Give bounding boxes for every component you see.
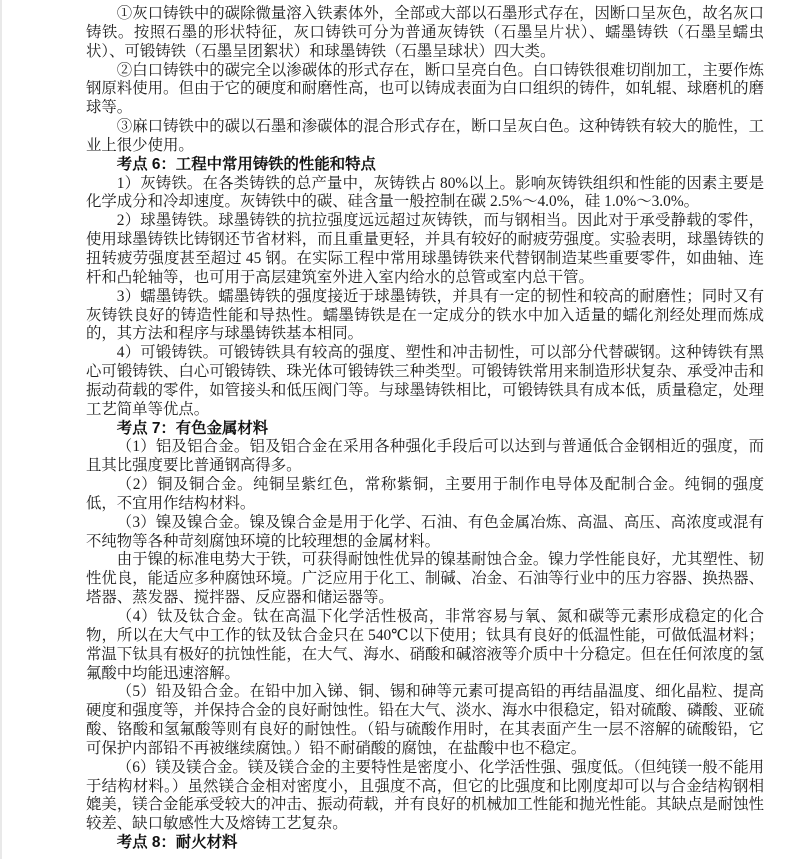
paragraph-lead-alloy: （5）铅及铅合金。在铅中加入锑、铜、锡和砷等元素可提高铅的再结晶温度、细化晶粒、提高硬度和强度等，并保持合金的良好耐蚀性。铅在大气、淡水、海水中很稳定，铅对硫酸、磷酸、亚硫酸、铬酸和氢氟酸等则有良好的耐蚀性。（铅与硫酸作用时，在其表面产生一层不溶解的硫酸铅，它可保护内部铅不再被继续腐蚀。）铅不耐硝酸的腐蚀，在盐酸中也不稳定。 xyxy=(86,683,764,757)
paragraph-aluminum-alloy: （1）铝及铝合金。铝及铝合金在采用各种强化手段后可以达到与普通低合金钢相近的强度，而且其比强度要比普通钢高得多。 xyxy=(86,438,764,475)
paragraph-magnesium-alloy: （6）镁及镁合金。镁及镁合金的主要特性是密度小、化学活性强、强度低。（但纯镁一般不能用于结构材料。）虽然镁合金相对密度小，且强度不高，但它的比强度和比刚度却可以与合金结构钢相媲美，镁合金能承受较大的冲击、振动荷载，并有良好的机械加工性能和抛光性能。其缺点是耐蚀性较差、缺口敏感性大及熔铸工艺复杂。 xyxy=(86,758,764,833)
heading-kaodian-7: 考点 7：有色金属材料 xyxy=(116,419,269,437)
heading-kaodian-8: 考点 8：耐火材料 xyxy=(116,834,238,852)
paragraph-white-cast-iron: ②白口铸铁中的碳完全以渗碳体的形式存在，断口呈亮白色。白口铸铁很难切削加工，主要作炼钢原料使用。但由于它的硬度和耐磨性高，也可以铸成表面为白口组织的铸件，如轧辊、球磨机的磨球等。 xyxy=(86,61,764,117)
paragraph-copper-alloy: （2）铜及铜合金。纯铜呈紫红色，常称紫铜，主要用于制作电导体及配制合金。纯铜的强度低，不宜用作结构材料。 xyxy=(86,476,764,512)
paragraph-vermicular-iron: 3）蠕墨铸铁。蠕墨铸铁的强度接近于球墨铸铁，并具有一定的韧性和较高的耐磨性；同时又有灰铸铁良好的铸造性能和导热性。蠕墨铸铁是在一定成分的铁水中加入适量的蠕化剂经处理而炼成的，其方法和程序与球墨铸铁基本相同。 xyxy=(86,287,764,343)
paragraph-gray-iron-properties: 1）灰铸铁。在各类铸铁的总产量中，灰铸铁占 80%以上。影响灰铸铁组织和性能的因素主要是化学成分和冷却速度。灰铸铁中的碳、硅含量一般控制在碳 2.5%～4.0%，硅 1.0%～3.0%。 xyxy=(86,174,764,211)
paragraph-nickel-corrosion: 由于镍的标准电势大于铁，可获得耐蚀性优异的镍基耐蚀合金。镍力学性能良好，尤其塑性、韧性优良，能适应多种腐蚀环境。广泛应用于化工、制碱、冶金、石油等行业中的压力容器、换热器、塔器、蒸发器、搅拌器、反应器和储运器等。 xyxy=(86,551,764,607)
paragraph-malleable-iron: 4）可锻铸铁。可锻铸铁具有较高的强度、塑性和冲击韧性，可以部分代替碳钢。这种铸铁有黑心可锻铸铁、白心可锻铸铁、珠光体可锻铸铁三种类型。可锻铸铁常用来制造形状复杂、承受冲击和振动荷载的零件，如管接头和低压阀门等。与球墨铸铁相比，可锻铸铁具有成本低，质量稳定，处理工艺简单等优点。 xyxy=(86,344,764,418)
paragraph-nickel-alloy: （3）镍及镍合金。镍及镍合金是用于化学、石油、有色金属冶炼、高温、高压、高浓度或混有不纯物等各种苛刻腐蚀环境的比较理想的金属材料。 xyxy=(86,513,764,550)
paragraph-gray-cast-iron: ①灰口铸铁中的碳除微量溶入铁素体外，全部或大部以石墨形式存在，因断口呈灰色，故名灰口铸铁。按照石墨的形状特征，灰口铸铁可分为普通灰铸铁（石墨呈片状）、蠕墨铸铁（石墨呈蠕虫状）、可锻铸铁（石墨呈团絮状）和球墨铸铁（石墨呈球状）四大类。 xyxy=(86,5,764,60)
heading-kaodian-6: 考点 6：工程中常用铸铁的性能和特点 xyxy=(116,155,376,173)
paragraph-ductile-iron: 2）球墨铸铁。球墨铸铁的抗拉强度远远超过灰铸铁，而与钢相当。因此对于承受静载的零件，使用球墨铸铁比铸钢还节省材料，而且重量更轻，并具有较好的耐疲劳强度。实验表明，球墨铸铁的扭转疲劳强度甚至超过 45 钢。在实际工程中常用球墨铸铁来代替钢制造某些重要零件，如曲轴、连杆和凸轮轴等，也可用于高层建筑室外进入室内给水的总管或室内总干管。 xyxy=(86,212,764,286)
paragraph-titanium-alloy: （4）钛及钛合金。钛在高温下化学活性极高，非常容易与氧、氮和碳等元素形成稳定的化合物，所以在大气中工作的钛及钛合金只在 540℃以下使用；钛具有良好的低温性能，可做低温材料；常温下钛具有极好的抗蚀性能，在大气、海水、硝酸和碱溶液等介质中十分稳定。但在任何浓度的氢氟酸中均能迅速溶解。 xyxy=(86,608,764,682)
document-text-block xyxy=(86,5,764,853)
paragraph-mottled-cast-iron: ③麻口铸铁中的碳以石墨和渗碳体的混合形式存在，断口呈灰白色。这种铸铁有较大的脆性，工业上很少使用。 xyxy=(86,118,764,154)
